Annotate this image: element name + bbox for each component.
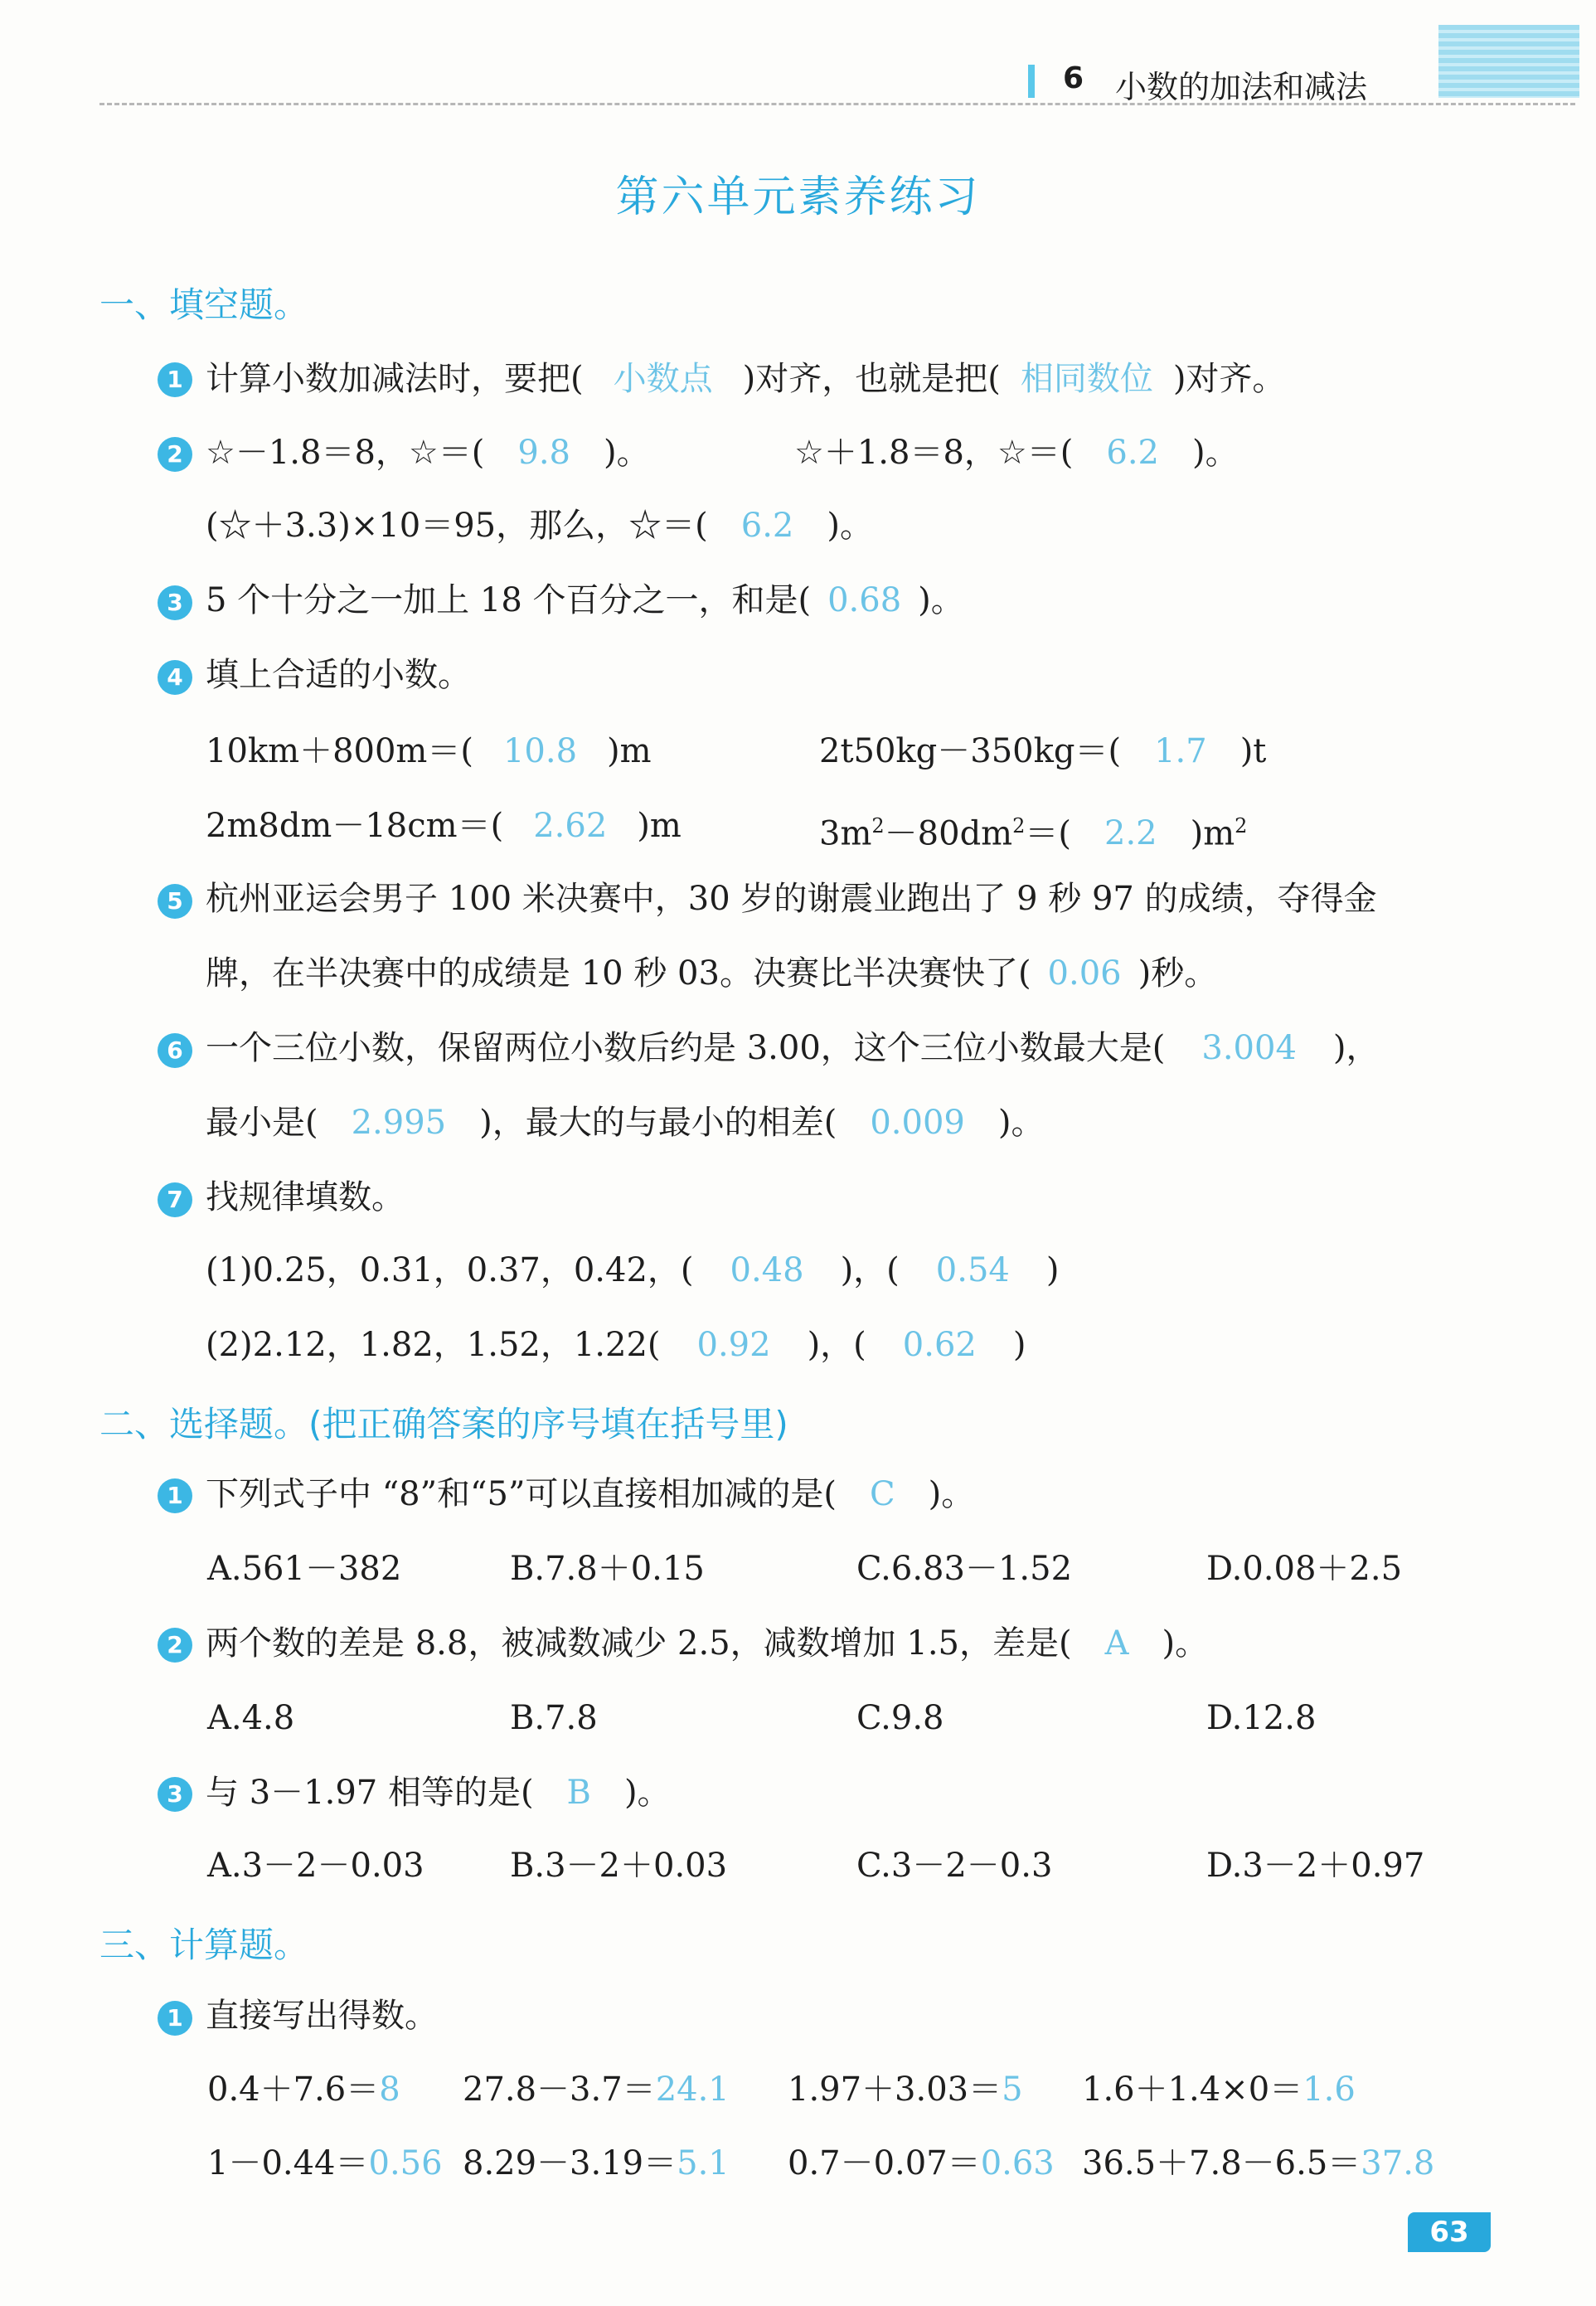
calc-item: 36.5＋7.8－6.5＝37.8 — [1082, 2144, 1435, 2182]
option-b: B.7.8 — [510, 1699, 598, 1737]
answer: 2.995 — [351, 1104, 447, 1142]
option-c: C.9.8 — [856, 1699, 944, 1737]
answer: 37.8 — [1361, 2144, 1435, 2182]
question-number: 7 — [158, 1182, 192, 1217]
question-1-5-line1: 杭州亚运会男子 100 米决赛中，30 岁的谢震业跑出了 9 秒 97 的成绩，夺得金 — [206, 880, 1377, 918]
question-1-6-line1: 一个三位小数，保留两位小数后约是 3.00，这个三位小数最大是( 3.004 )， — [206, 1029, 1380, 1067]
answer: 小数点 — [613, 360, 713, 398]
answer: 2.2 — [1104, 814, 1157, 853]
answer: 5.1 — [677, 2144, 730, 2182]
section-calc-title: 三、计算题。 — [99, 1925, 309, 1965]
calc-item: 1.97＋3.03＝5 — [788, 2071, 1023, 2109]
header-decoration — [1438, 25, 1579, 98]
option-c: C.6.83－1.52 — [856, 1550, 1073, 1588]
option-a: A.4.8 — [207, 1699, 295, 1737]
unit-number: 6 — [1063, 61, 1084, 95]
calc-item: 0.4＋7.6＝8 — [207, 2071, 400, 2109]
question-3-1-prompt: 直接写出得数。 — [206, 1997, 438, 2035]
answer: 24.1 — [655, 2071, 730, 2109]
question-1-7-prompt: 找规律填数。 — [206, 1178, 405, 1216]
question-number: 6 — [158, 1033, 192, 1068]
header-divider — [99, 103, 1575, 105]
answer: 0.54 — [935, 1251, 1010, 1289]
page-title: 第六单元素养练习 — [615, 172, 981, 222]
answer: 8 — [379, 2071, 400, 2109]
question-1-4-c: 2m8dm－18cm＝( 2.62 )m — [206, 807, 682, 845]
question-1-2-b: ☆＋1.8＝8，☆＝( 6.2 )。 — [794, 434, 1239, 472]
question-number: 1 — [158, 1478, 192, 1513]
answer: C — [870, 1475, 895, 1513]
question-1-4-prompt: 填上合适的小数。 — [206, 656, 471, 694]
page-number: 63 — [1408, 2212, 1491, 2252]
answer: 0.62 — [902, 1326, 977, 1364]
question-1-7-seq1: (1)0.25，0.31，0.37，0.42，( 0.48 )，( 0.54 ) — [206, 1251, 1060, 1289]
question-1-5-line2: 牌，在半决赛中的成绩是 10 秒 03。决赛比半决赛快了( 0.06 )秒。 — [206, 954, 1218, 993]
answer: 相同数位 — [1020, 360, 1153, 398]
option-b: B.3－2＋0.03 — [510, 1847, 728, 1885]
section-choice-title: 二、选择题。(把正确答案的序号填在括号里) — [99, 1404, 788, 1444]
answer: 3.004 — [1201, 1029, 1297, 1067]
question-1-4-b: 2t50kg－350kg＝( 1.7 )t — [819, 732, 1267, 770]
answer: 1.7 — [1154, 732, 1207, 770]
question-2-1: 下列式子中 “8”和“5”可以直接相加减的是( C )。 — [206, 1475, 975, 1513]
answer: A — [1104, 1624, 1129, 1663]
question-1-4-a: 10km＋800m＝( 10.8 )m — [206, 732, 652, 770]
answer: 0.92 — [696, 1326, 771, 1364]
calc-item: 1－0.44＝0.56 — [207, 2144, 443, 2182]
answer: 2.62 — [533, 807, 608, 845]
answer: 1.6 — [1303, 2071, 1356, 2109]
option-d: D.12.8 — [1206, 1699, 1317, 1737]
header-accent-bar — [1028, 65, 1035, 98]
question-1-2-c: (☆＋3.3)×10＝95，那么，☆＝( 6.2 )。 — [206, 507, 873, 545]
question-1-1: 计算小数加减法时，要把( 小数点 )对齐，也就是把( 相同数位 )对齐。 — [206, 360, 1286, 398]
question-2-3: 与 3－1.97 相等的是( B )。 — [206, 1774, 671, 1812]
calc-item: 0.7－0.07＝0.63 — [788, 2144, 1055, 2182]
question-number: 5 — [158, 884, 192, 919]
answer: B — [566, 1774, 591, 1812]
answer: 0.48 — [730, 1251, 804, 1289]
answer: 9.8 — [517, 434, 571, 472]
question-1-6-line2: 最小是( 2.995 )，最大的与最小的相差( 0.009 )。 — [206, 1104, 1045, 1142]
question-1-4-d: $3m^2-80dm^2=$( 2.2 )$m^2$ — [819, 814, 1248, 853]
unit-title: 小数的加法和减法 — [1115, 69, 1368, 105]
question-number: 2 — [158, 1628, 192, 1663]
question-number: 4 — [158, 660, 192, 695]
question-number: 3 — [158, 1777, 192, 1812]
question-number: 3 — [158, 585, 192, 620]
section-fill-blank-title: 一、填空题。 — [99, 284, 309, 325]
answer: 0.009 — [870, 1104, 965, 1142]
answer: 6.2 — [1106, 434, 1160, 472]
answer: 0.56 — [368, 2144, 443, 2182]
option-a: A.561－382 — [207, 1550, 402, 1588]
question-2-2: 两个数的差是 8.8，被减数减少 2.5，减数增加 1.5，差是( A )。 — [206, 1624, 1209, 1663]
question-number: 1 — [158, 362, 192, 397]
answer: 6.2 — [740, 507, 794, 545]
answer: 5 — [1002, 2071, 1023, 2109]
question-1-2-a: ☆－1.8＝8，☆＝( 9.8 )。 — [206, 434, 650, 472]
answer: 0.63 — [980, 2144, 1055, 2182]
answer: 10.8 — [502, 732, 578, 770]
option-d: D.3－2＋0.97 — [1206, 1847, 1425, 1885]
question-1-3: 5 个十分之一加上 18 个百分之一，和是( 0.68 )。 — [206, 581, 964, 619]
option-a: A.3－2－0.03 — [207, 1847, 424, 1885]
option-c: C.3－2－0.3 — [856, 1847, 1053, 1885]
question-1-7-seq2: (2)2.12，1.82，1.52，1.22( 0.92 )，( 0.62 ) — [206, 1326, 1026, 1364]
question-number: 2 — [158, 437, 192, 472]
option-d: D.0.08＋2.5 — [1206, 1550, 1403, 1588]
calc-item: 1.6＋1.4×0＝1.6 — [1082, 2071, 1356, 2109]
question-number: 1 — [158, 2001, 192, 2036]
answer: 0.68 — [827, 581, 902, 619]
option-b: B.7.8＋0.15 — [510, 1550, 705, 1588]
calc-item: 8.29－3.19＝5.1 — [463, 2144, 730, 2182]
answer: 0.06 — [1047, 954, 1122, 993]
calc-item: 27.8－3.7＝24.1 — [463, 2071, 730, 2109]
